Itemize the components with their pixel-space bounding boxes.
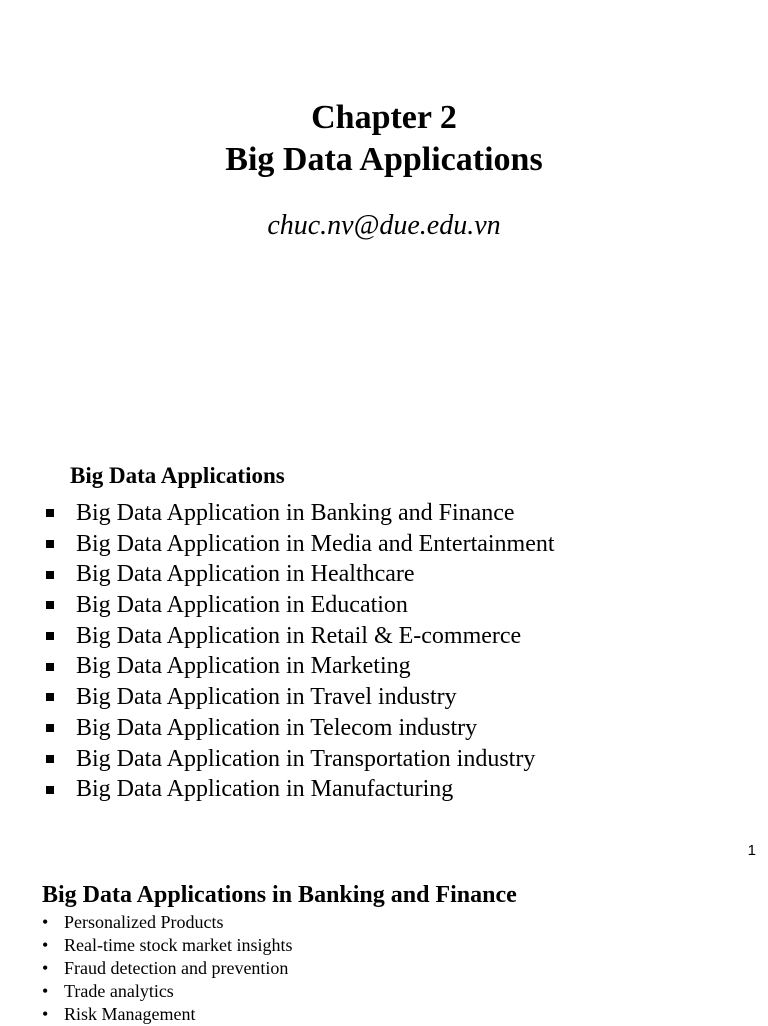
list-item	[44, 651, 555, 682]
list-item-label: Big Data Application in Marketing	[76, 653, 411, 680]
list-item	[44, 713, 555, 744]
square-bullet-icon	[46, 755, 54, 763]
list-item	[44, 498, 555, 529]
square-bullet-icon	[46, 632, 54, 640]
list-item	[44, 682, 555, 713]
list-item	[44, 774, 555, 805]
list-item	[42, 957, 292, 980]
square-bullet-icon	[46, 540, 54, 548]
square-bullet-icon	[46, 693, 54, 701]
list-item	[44, 744, 555, 775]
list-item-label: Big Data Application in Travel industry	[76, 684, 457, 711]
list-item-label: Big Data Application in Education	[76, 592, 408, 619]
square-bullet-icon	[46, 663, 54, 671]
list-item-label: Big Data Application in Retail & E-commerce	[76, 622, 522, 649]
square-bullet-icon	[46, 509, 54, 517]
list-item	[44, 590, 555, 621]
list-item	[42, 934, 292, 957]
bullet-dot-icon: •	[42, 981, 49, 1001]
list-item-label: Risk Management	[64, 1004, 196, 1024]
applications-list	[44, 498, 555, 805]
list-item-label: Big Data Application in Banking and Finance	[76, 500, 515, 526]
section-heading: Big Data Applications in Banking and Finance	[42, 882, 517, 908]
bullet-dot-icon: •	[42, 1004, 49, 1024]
list-item-label: Personalized Products	[64, 912, 224, 932]
bullet-dot-icon: •	[42, 912, 49, 932]
list-item	[42, 980, 292, 1003]
square-bullet-icon	[46, 571, 54, 579]
bullet-dot-icon: •	[42, 958, 49, 978]
list-item	[44, 559, 555, 590]
list-item	[42, 1003, 292, 1026]
list-item-label: Big Data Application in Transportation industry	[76, 745, 536, 772]
list-item-label: Trade analytics	[64, 981, 174, 1001]
list-item-label: Real-time stock market insights	[64, 935, 293, 955]
list-item-label: Big Data Application in Healthcare	[76, 561, 415, 588]
chapter-title: Chapter 2	[311, 99, 457, 136]
list-item-label: Big Data Application in Manufacturing	[76, 776, 454, 803]
square-bullet-icon	[46, 786, 54, 794]
list-item	[44, 621, 555, 652]
banking-list	[42, 911, 292, 1026]
list-item-label: Big Data Application in Media and Entertainment	[76, 530, 555, 557]
list-item	[44, 529, 555, 560]
author-email: chuc.nv@due.edu.vn	[267, 210, 501, 241]
square-bullet-icon	[46, 601, 54, 609]
chapter-subtitle: Big Data Applications	[225, 141, 543, 178]
section-heading: Big Data Applications	[70, 463, 285, 488]
list-item	[42, 911, 292, 934]
square-bullet-icon	[46, 724, 54, 732]
bullet-dot-icon: •	[42, 935, 49, 955]
list-item-label: Big Data Application in Telecom industry	[76, 714, 478, 741]
list-item-label: Fraud detection and prevention	[64, 958, 289, 978]
page-number: 1	[747, 842, 756, 859]
